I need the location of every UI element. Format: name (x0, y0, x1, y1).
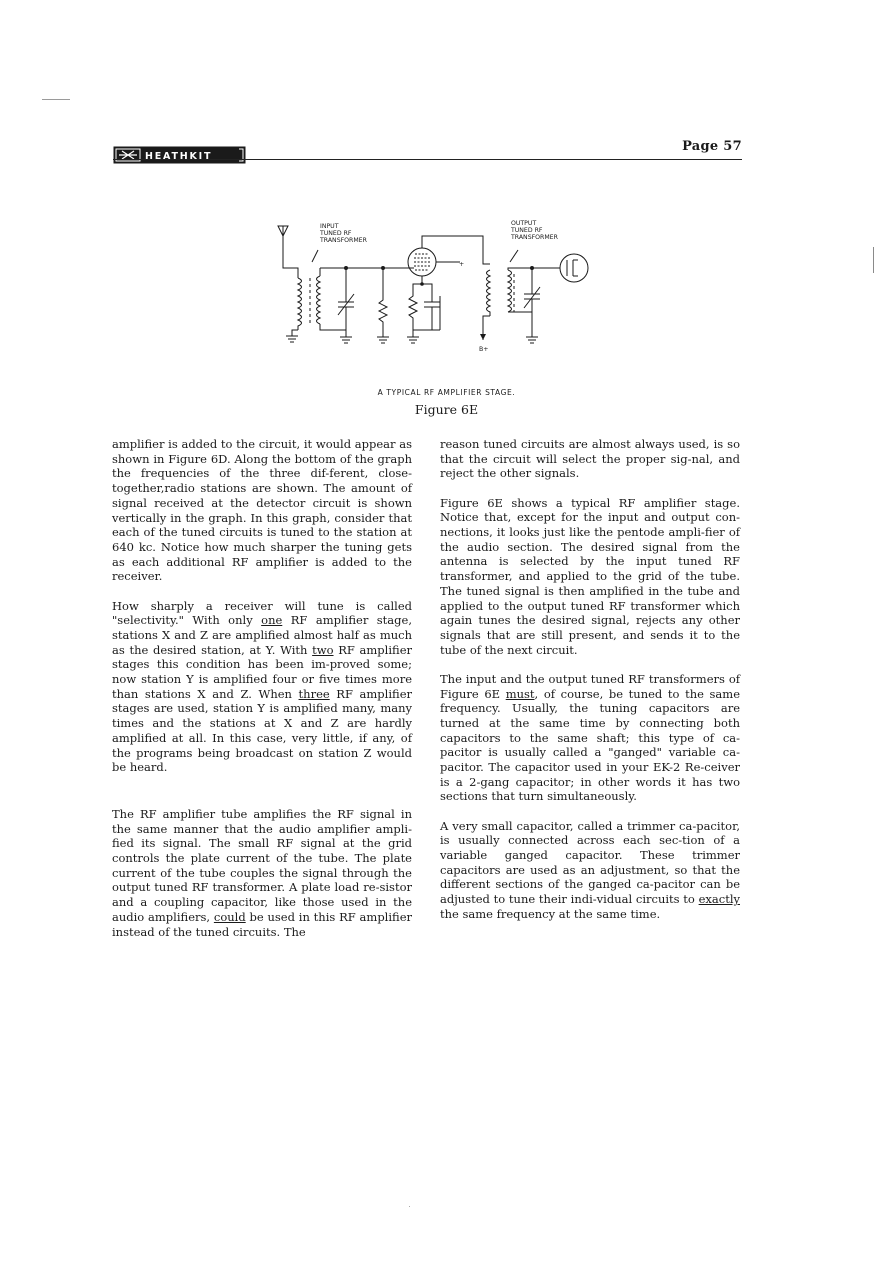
underlined-word: must (505, 686, 535, 701)
scan-side-mark (873, 247, 874, 273)
paragraph (440, 437, 740, 481)
page-number: Page 57 (682, 139, 742, 154)
screen-plus-label: + (459, 261, 465, 268)
output-label-line1: OUTPUT (511, 220, 537, 227)
text-run: The RF amplifier tube amplifies the RF signal in the same manner that the audio amplifier ampli-fied its signal. The small RF signal at the grid controls the plate current of the tube. The plate current of the tube couples the signal through the output tuned RF transformer. A plate load re-sistor and a coupling capacitor, like those used in the audio amplifiers, (112, 806, 412, 924)
output-label-line2: TUNED RF (511, 227, 543, 234)
text-run: RF amplifier stages are used, station Y is amplified many, many times and the stations at X and Z are hardly amplified at all. In this case, very little, if any, of the programs being broadcast on station Z would be heard. (112, 686, 412, 775)
output-secondary-coil (508, 270, 512, 312)
left-column (112, 437, 412, 939)
underlined-word: two (312, 642, 334, 657)
underlined-word: one (261, 613, 283, 628)
text-run: A very small capacitor, called a trimmer ca-pacitor, is usually connected across each sec-tion of a variable ganged capacitor. These trimmer capacitors are used as an adjustment, so that the different sections of the ganged ca-pacitor can be adjusted to tune their indi-vidual circuits to (440, 818, 740, 907)
b-plus-label: B+ (479, 346, 489, 353)
text-run: the same frequency at the same time. (440, 906, 661, 921)
scan-edge-mark (42, 99, 70, 100)
figure-caption: A TYPICAL RF AMPLIFIER STAGE. (377, 388, 516, 397)
input-label-line2: TUNED RF (320, 230, 352, 237)
text-run: be used in this RF amplifier instead of the tuned circuits. The (112, 909, 413, 939)
heathkit-logo (113, 146, 246, 164)
text-run: RF amplifier stages this condition has been im-proved some; now station Y is amplified four or five times more than stations X and Z. When (112, 642, 412, 701)
input-secondary-coil (317, 276, 321, 324)
paragraph (112, 807, 412, 939)
right-column (440, 437, 740, 922)
header-rule (113, 159, 742, 160)
paragraph (440, 672, 740, 804)
output-label-line3: TRANSFORMER (511, 234, 558, 241)
paragraph (112, 599, 412, 775)
underlined-word: exactly (698, 892, 740, 907)
text-run: The input and the output tuned RF transformers of Figure 6E (440, 671, 740, 701)
paragraph (440, 496, 740, 658)
scan-dust-mark (409, 1206, 410, 1207)
text-run: , of course, be tuned to the same frequency. Usually, the tuning capacitors are turned at the same time by connecting both capacitors to the same shaft; this type of ca-pacitor is usually called a "ganged" variable ca-pacitor. The capacitor used in your EK-2 Re-ceiver is a 2-gang capacitor; in other words it has two sections that turn simultaneously. (440, 686, 740, 804)
text-run: reason tuned circuits are almost always used, is so that the circuit will select the proper sig-nal, and reject the other signals. (440, 437, 740, 481)
underlined-word: could (213, 909, 246, 924)
next-tube-icon (560, 254, 588, 282)
input-label-line1: INPUT (320, 223, 339, 230)
figure-label: Figure 6E (414, 402, 479, 417)
text-run: Figure 6E shows a typical RF amplifier stage. Notice that, except for the input and output con-nections, it looks just like the pentode ampli-fier of the audio section. The desired signal from the antenna is selected by the input tuned RF transformer, and applied to the grid of the tube. The tuned signal is then amplified in the tube and applied to the output tuned RF transformer which again tunes the desired signal, rejects any other signals that are still present, and sends it to the tube of the next circuit. (440, 495, 740, 657)
logo-wordmark: HEATHKIT (145, 151, 213, 162)
input-primary-coil (298, 278, 302, 330)
text-run: How sharply a receiver will tune is called "selectivity." With only (112, 598, 412, 628)
text-run: amplifier is added to the circuit, it would appear as shown in Figure 6D. Along the bottom of the graph the frequencies of the three dif-ferent, close-together,radio stations are shown. The amount of signal received at the detector circuit is shown vertically in the graph. In this graph, consider that each of the tuned circuits is tuned to the station at 640 kc. Notice how much sharper the tuning gets as each additional RF amplifier is added to the receiver. (112, 437, 412, 584)
paragraph (440, 819, 740, 922)
underlined-word: three (298, 686, 330, 701)
paragraph (112, 437, 412, 584)
input-label-line3: TRANSFORMER (320, 237, 367, 244)
text-run: RF amplifier stage, stations X and Z are amplified almost half as much as the desired station, at Y. With (112, 613, 412, 657)
rf-amplifier-schematic (270, 212, 610, 362)
output-primary-coil (487, 270, 491, 316)
